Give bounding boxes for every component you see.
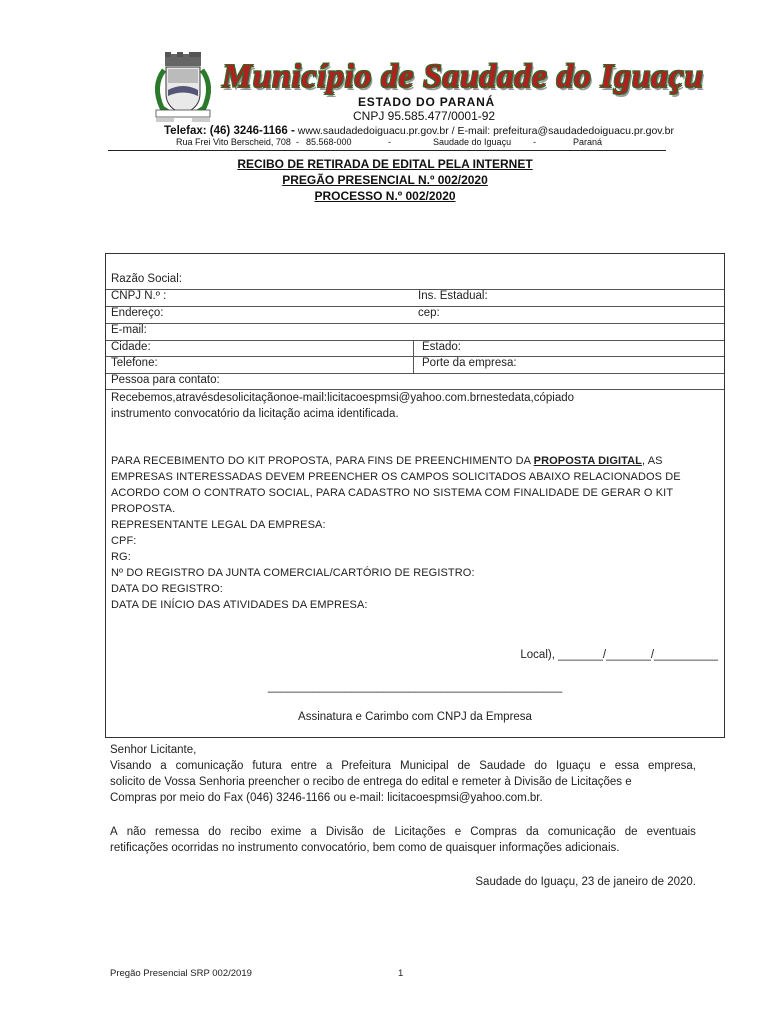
municipality-cnpj: CNPJ 95.585.477/0001-92 (353, 109, 496, 123)
header-divider (108, 150, 666, 151)
word: licitacoespmsi@yahoo.com.br (327, 392, 481, 404)
word: Compras (470, 826, 517, 838)
address-line (176, 137, 602, 147)
footer-reference: Pregão Presencial SRP 002/2019 (110, 968, 252, 979)
word: e-mail: (292, 392, 328, 404)
page-number: 1 (398, 968, 404, 979)
word: cópia (533, 392, 562, 404)
word: do (561, 392, 575, 404)
signature-label: Assinatura e Carimbo com CNPJ da Empresa (298, 711, 532, 723)
letter-paragraph-line: solicito de Vossa Senhoria preencher o recibo de entrega do edital e remeter à Divisão de Licitações e (110, 776, 632, 788)
registro-label: Nº DO REGISTRO DA JUNTA COMERCIAL/CARTÓRIO DE REGISTRO: (111, 567, 475, 579)
representante-label: REPRESENTANTE LEGAL DA EMPRESA: (111, 519, 326, 531)
word: de (457, 760, 471, 772)
cidade-label: Cidade: (111, 341, 151, 353)
auction-number: PREGÃO PRESENCIAL N.º 002/2020 (282, 173, 488, 187)
word: comunicação (175, 760, 244, 772)
word: a (160, 760, 167, 772)
email-label: E-mail: (111, 324, 147, 336)
letter-paragraph-line (110, 758, 696, 774)
letter-paragraph-line: Compras por meio do Fax (046) 3246-1166 ou e-mail: licitacoespmsi@yahoo.com.br. (110, 792, 543, 804)
kit-text: , AS (642, 455, 663, 467)
data-registro-label: DATA DO REGISTRO: (111, 583, 223, 595)
contact-line (164, 125, 674, 137)
municipality-title: Município de Saudade do Iguaçu (222, 58, 704, 95)
word: Licitações (394, 826, 446, 838)
proposta-digital-emphasis: PROPOSTA DIGITAL (533, 455, 642, 467)
word: de (372, 826, 386, 838)
row-divider (106, 323, 724, 324)
endereco-label: Endereço: (111, 307, 164, 319)
receipt-form (105, 253, 725, 738)
word: eventuais (646, 826, 696, 838)
kit-instructions-line: ACORDO COM O CONTRATO SOCIAL, PARA CADASTRO NO SISTEMA COM FINALIDADE DE GERAR O KIT (111, 487, 674, 499)
kit-text: PARA RECEBIMENTO DO KIT PROPOSTA, PARA FINS DE PREENCHIMENTO DA (111, 455, 534, 467)
word: futura (252, 760, 282, 772)
word: de (624, 826, 638, 838)
word: neste (480, 392, 509, 404)
word: Municipal (400, 760, 449, 772)
word: de (213, 392, 227, 404)
doc-title: RECIBO DE RETIRADA DE EDITAL PELA INTERNET (237, 157, 533, 171)
ins-estadual-label: Ins. Estadual: (418, 290, 488, 302)
column-divider (413, 340, 414, 373)
porte-label: Porte da empresa: (422, 357, 517, 369)
word: Prefeitura (341, 760, 392, 772)
word: e (454, 826, 462, 838)
word: entre (290, 760, 317, 772)
coat-of-arms-logo (148, 52, 218, 124)
word: através (175, 392, 214, 404)
street-address: Rua Frei Vito Berscheid, 708 (176, 137, 291, 147)
kit-instructions-line: PROPOSTA. (111, 503, 176, 515)
row-divider (106, 289, 724, 290)
word: do (208, 826, 222, 838)
rg-label: RG: (111, 551, 131, 563)
row-divider (106, 306, 724, 307)
word: recibo (230, 826, 262, 838)
word: no (279, 392, 293, 404)
letter-body (110, 742, 696, 806)
word: A (110, 826, 118, 838)
word: do (534, 760, 548, 772)
cep-label: cep: (418, 307, 440, 319)
row-divider (106, 356, 724, 357)
letter-paragraph-line: retificações ocorridas no instrumento convocatório, bem como de quaisquer informações adicionais. (110, 842, 620, 854)
receipt-statement-line (111, 390, 719, 406)
razao-social-label: Razão Social: (111, 273, 182, 285)
word: não (126, 826, 146, 838)
telefone-label: Telefone: (111, 357, 158, 369)
separator: - (533, 137, 536, 147)
telefax: Telefax: (46) 3246-1166 - (164, 125, 295, 137)
state-short: Paraná (573, 137, 603, 147)
row-divider (106, 340, 724, 341)
separator: - (296, 137, 299, 147)
word: Recebemos, (111, 392, 176, 404)
word: a (325, 760, 333, 772)
word: Saudade (479, 760, 526, 772)
word: e (599, 760, 606, 772)
letter-notice (110, 824, 696, 856)
kit-instructions-line (111, 453, 719, 469)
place-date: Saudade do Iguaçu, 23 de janeiro de 2020. (475, 876, 696, 888)
cnpj-label: CNPJ N.º : (111, 290, 167, 302)
word: empresa, (648, 760, 696, 772)
word: a (310, 826, 317, 838)
word: Divisão (325, 826, 364, 838)
word: da (526, 826, 539, 838)
state-name: ESTADO DO PARANÁ (358, 95, 496, 109)
greeting: Senhor Licitante, (110, 744, 197, 756)
word: Iguaçu (555, 760, 591, 772)
local-date-field: Local), _______/_______/__________ (520, 649, 718, 661)
website-email: www.saudadedoiguacu.pr.gov.br / E-mail: prefeitura@saudadedoiguacu.pr.gov.br (297, 125, 675, 137)
word: exime (270, 826, 302, 838)
kit-instructions (111, 453, 719, 613)
zip-code: 85.568-000 (306, 137, 352, 147)
word: comunicação (547, 826, 616, 838)
separator: - (388, 137, 391, 147)
data-inicio-label: DATA DE INÍCIO DAS ATIVIDADES DA EMPRESA: (111, 599, 368, 611)
contato-label: Pessoa para contato: (111, 374, 220, 386)
estado-label: Estado: (422, 341, 461, 353)
word: essa (614, 760, 640, 772)
letter-paragraph-line (110, 824, 696, 840)
word: remessa (155, 826, 200, 838)
receipt-statement-line: instrumento convocatório da licitação acima identificada. (111, 408, 399, 420)
kit-instructions-line: EMPRESAS INTERESSADAS DEVEM PREENCHER OS CAMPOS SOLICITADOS ABAIXO RELACIONADOS DE (111, 471, 681, 483)
city-name: Saudade do Iguaçu (433, 137, 512, 147)
receipt-statement (111, 390, 719, 422)
word: Visando (110, 760, 152, 772)
word: solicitação (226, 392, 280, 404)
word: data, (508, 392, 534, 404)
cpf-label: CPF: (111, 535, 137, 547)
process-number: PROCESSO N.º 002/2020 (314, 189, 456, 203)
signature-line: ______________________________________________ (267, 681, 563, 693)
